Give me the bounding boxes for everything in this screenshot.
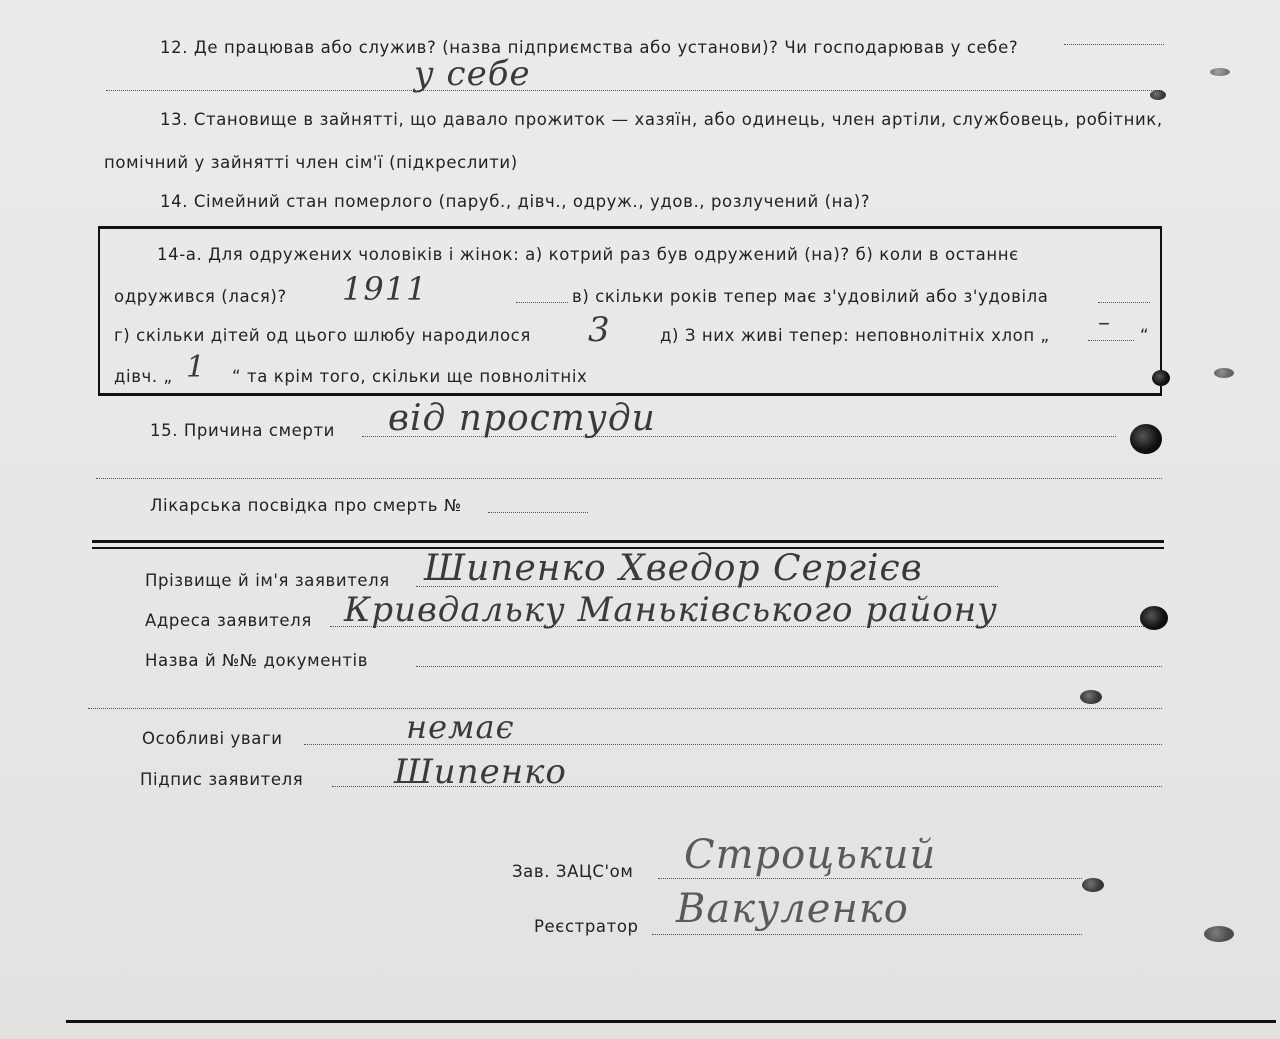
separator-top	[92, 540, 1164, 543]
stain-mark-4	[1204, 926, 1234, 942]
stain-mark-3	[1082, 878, 1104, 892]
q14a-adults-label: “ та крім того, скільки ще повнолітніх	[232, 367, 588, 386]
q14a-quote-close: “	[1140, 326, 1150, 345]
head-label: Зав. ЗАЦС'ом	[512, 862, 634, 881]
q14a-minor-girls: 1	[186, 350, 207, 385]
documents-second-line	[88, 708, 1162, 709]
q14a-boys-line	[1088, 340, 1134, 341]
q14a-married-label: одружився (лася)?	[114, 287, 287, 306]
registrar-signature: Вакуленко	[676, 886, 909, 932]
q12-dotted-line	[1064, 44, 1164, 45]
applicant-address-value: Кривдальку Маньківського району	[344, 590, 998, 630]
q15-second-line	[96, 478, 1162, 479]
registrar-signature-line	[652, 934, 1082, 935]
notes-value: немає	[406, 708, 515, 746]
applicant-name-label: Прізвище й ім'я заявителя	[145, 571, 390, 590]
applicant-signature: Шипенко	[394, 752, 567, 792]
signature-label: Підпис заявителя	[140, 770, 304, 789]
stain-mark-5	[1210, 68, 1230, 76]
punch-hole-2	[1140, 606, 1168, 630]
medical-cert-label: Лікарська посвідка про смерть №	[150, 496, 462, 515]
q14a-year-line	[516, 302, 568, 303]
registrar-label: Реєстратор	[534, 917, 639, 936]
q14-label: 14. Сімейний стан померлого (паруб., дівч., одруж., удов., розлучений (на)?	[160, 192, 871, 211]
q14a-children-born: 3	[588, 310, 611, 350]
q14a-girls-label: дівч. „	[114, 367, 173, 386]
q13-line2: помічний у зайнятті член сім'ї (підкреслити)	[104, 153, 518, 172]
punch-hole-1	[1130, 424, 1162, 454]
head-signature: Строцький	[684, 832, 937, 878]
q14a-minor-boys-label: д) З них живі тепер: неповнолітніх хлоп „	[660, 326, 1050, 345]
q14a-line1: 14-а. Для одружених чоловіків і жінок: а) котрий раз був одружений (на)? б) коли в останнє	[157, 245, 1019, 264]
q13-line1: 13. Становище в зайнятті, що давало прожиток — хазяїн, або одинець, член артіли, службовець, робітник,	[160, 110, 1163, 129]
head-signature-line	[658, 878, 1082, 879]
q14a-marriage-year: 1911	[342, 270, 428, 308]
applicant-address-label: Адреса заявителя	[145, 611, 312, 630]
q15-answer: від простуди	[388, 398, 656, 439]
documents-line	[416, 666, 1162, 667]
q14a-children-label: г) скільки дітей од цього шлюбу народилося	[114, 326, 531, 345]
applicant-name-value: Шипенко Хведор Сергієв	[424, 548, 923, 589]
q14a-minor-boys: –	[1098, 308, 1111, 336]
q14a-widowed-line	[1098, 302, 1150, 303]
stain-mark-6	[1214, 368, 1234, 378]
bottom-rule	[66, 1020, 1276, 1023]
documents-label: Назва й №№ документів	[145, 651, 369, 670]
q12-label: 12. Де працював або служив? (назва підприємства або установи)? Чи господарював у себе?	[160, 38, 1019, 57]
stain-mark-1	[1150, 90, 1166, 100]
punch-hole-3	[1152, 370, 1170, 386]
q14a-widowed-label: в) скільки років тепер має з'удовілий або з'удовіла	[572, 287, 1049, 306]
notes-label: Особливі уваги	[142, 729, 283, 748]
stain-mark-2	[1080, 690, 1102, 704]
q15-label: 15. Причина смерти	[150, 421, 335, 440]
medical-cert-line	[488, 512, 588, 513]
q12-answer-line	[106, 90, 1162, 91]
q12-answer: у себе	[414, 54, 531, 94]
